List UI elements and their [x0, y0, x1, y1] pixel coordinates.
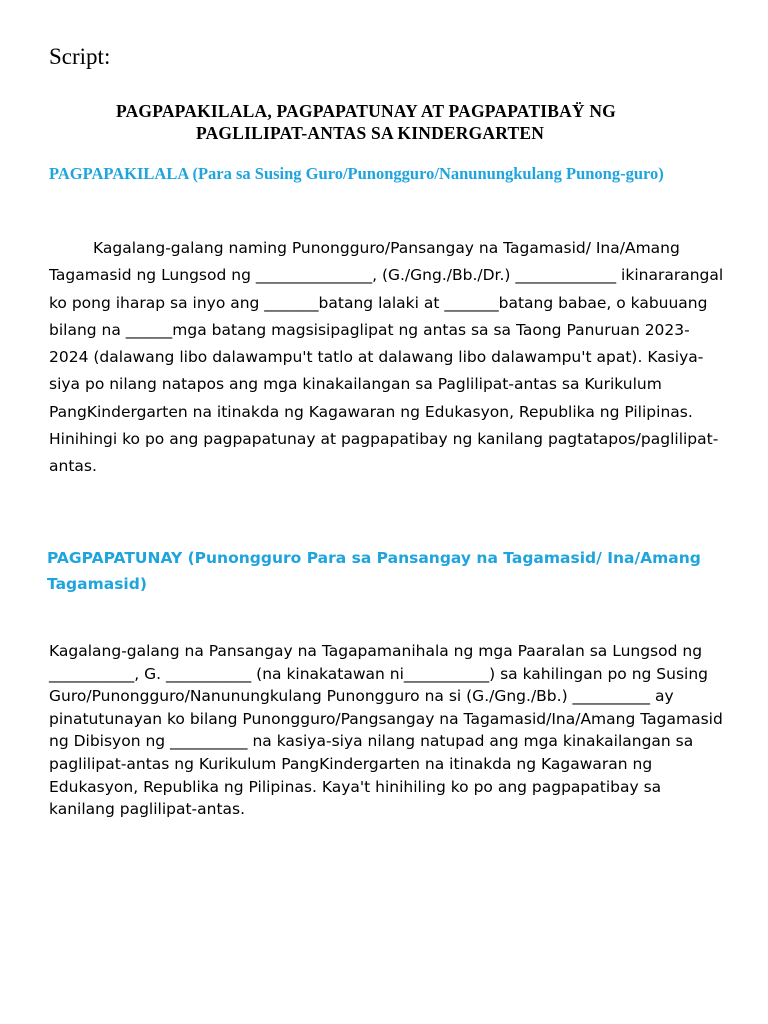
- section-pagpapatunay-body: Kagalang-galang na Pansangay na Tagapamanihala ng mga Paaralan sa Lungsod ng ___________, G. ___________ (na kinakatawan ni___________) sa kahilingan po ng Susing Guro/Punongguro/Nanunungkulang Punongguro na si (G./Gng./Bb.) __________ ay pinatutunayan ko bilang Punongguro/Pangsangay na Tagamasid/Ina/Amang Tagamasid ng Dibisyon ng __________ na kasiya-siya nilang natupad ang mga kinakailangan sa paglilipat-antas ng Kurikulum PangKindergarten na itinakda ng Kagawaran ng Edukasyon, Republika ng Pilipinas. Kaya't hinihiling ko po ang pagpapatibay sa kanilang paglilipat-antas.: [49, 642, 723, 819]
- document-title-line-2: PAGLILIPAT-ANTAS SA KINDERGARTEN: [196, 123, 545, 143]
- document-title: [100, 100, 690, 144]
- section-pagpapakilala-heading: PAGPAPAKILALA (Para sa Susing Guro/Punongguro/Nanunungkulang Punong-guro): [49, 164, 664, 183]
- document-title-line-1: PAGPAPAKILALA, PAGPAPATUNAY AT PAGPAPATIBAŸ NG: [116, 101, 616, 121]
- section-pagpapatunay-heading: PAGPAPATUNAY (Punongguro Para sa Pansangay na Tagamasid/ Ina/Amang Tagamasid): [47, 549, 701, 593]
- section-pagpapakilala-body: Kagalang-galang naming Punongguro/Pansangay na Tagamasid/ Ina/Amang Tagamasid ng Lungsod ng _______________, (G./Gng./Bb./Dr.) _____________ ikinararangal ko pong iharap sa inyo ang _______batang lalaki at _______batang babae, o kabuuang bilang na ______mga batang magsisipaglipat ng antas sa sa Taong Panuruan 2023-2024 (dalawang libo dalawampu't tatlo at dalawang libo dalawampu't apat). Kasiya-siya po nilang natapos ang mga kinakailangan sa Paglilipat-antas sa Kurikulum PangKindergarten na itinakda ng Kagawaran ng Edukasyon, Republika ng Pilipinas. Hinihingi ko po ang pagpapatunay at pagpapatibay ng kanilang pagtatapos/paglilipat-antas.: [49, 239, 724, 476]
- script-label: Script:: [49, 44, 111, 69]
